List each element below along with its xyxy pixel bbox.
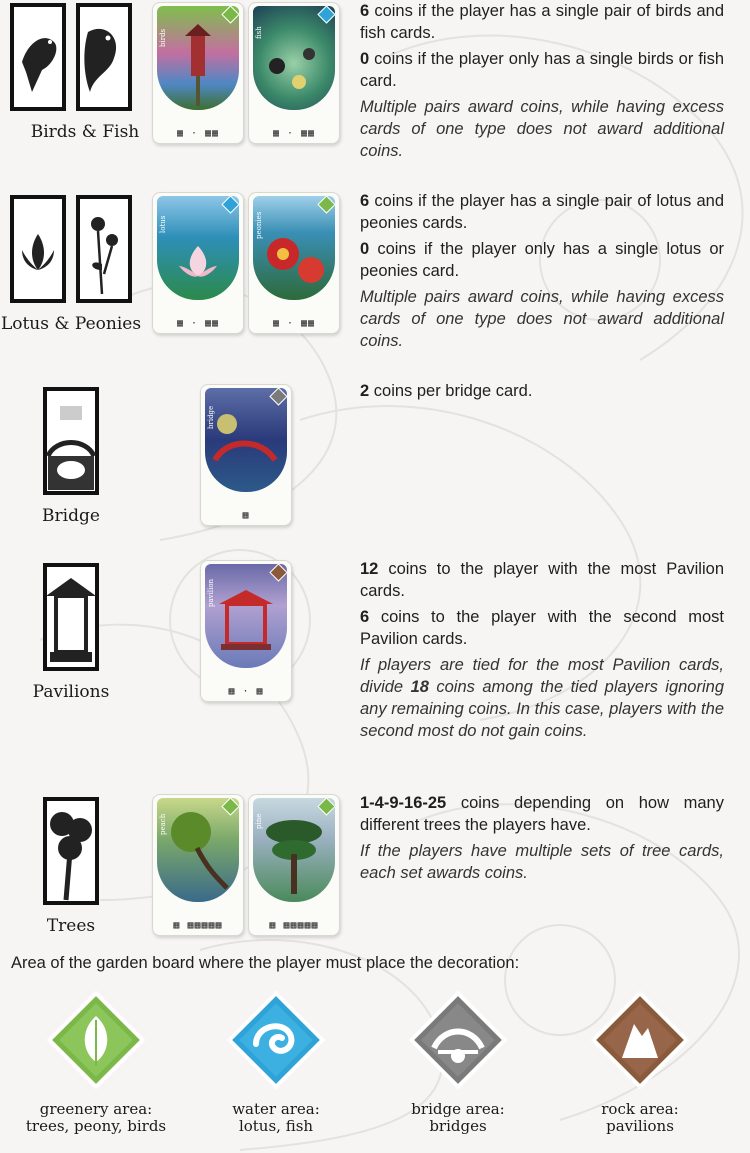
note-value: 18 [410, 678, 429, 696]
bird-fish-icon [10, 2, 132, 112]
tree-icon [42, 796, 100, 906]
fish-card [248, 2, 340, 144]
category-label: Pavilions [32, 682, 110, 702]
note-text: coins among the tied players ignoring any remaining coins. In this case, players with the second most do not gain coins. [360, 678, 724, 740]
lotus-peony-icon [10, 194, 132, 304]
card-name: pavilion [207, 578, 215, 607]
rock-icon [590, 990, 690, 1090]
card-name: lotus [159, 215, 167, 233]
birds-card [152, 2, 244, 144]
score-value: 2 [360, 382, 370, 400]
card-name: birds [159, 28, 167, 47]
card-name: bridge [207, 405, 215, 429]
area-items: bridges [429, 1117, 487, 1135]
area-name: rock area: [601, 1100, 679, 1118]
card-footer: ▦ · ▦▦ [176, 128, 220, 139]
score-desc: coins per bridge card. [369, 382, 533, 400]
card-footer: ▦ [242, 510, 250, 521]
category-label: Birds & Fish [30, 122, 140, 142]
score-value: 6 [360, 2, 370, 20]
score-desc: coins if the player has a single pair of lotus and peonies cards. [360, 192, 724, 232]
area-name: greenery area: [39, 1100, 153, 1118]
scoring-text [360, 792, 724, 888]
score-desc: coins if the player only has a single birds or fish card. [360, 50, 724, 90]
area-name: water area: [232, 1100, 320, 1118]
score-value: 0 [360, 240, 370, 258]
score-value: 0 [360, 50, 370, 68]
card-footer: ▦ · ▦▦ [272, 128, 316, 139]
bridge-icon [42, 386, 100, 496]
scoring-text [360, 0, 724, 166]
area-items: pavilions [606, 1117, 674, 1135]
score-desc: coins to the player with the second most Pavilion cards. [360, 608, 724, 648]
peach-tree-card [152, 794, 244, 936]
score-desc: coins if the player has a single pair of birds and fish cards. [360, 2, 724, 42]
category-label: Trees [46, 916, 96, 936]
category-label: Bridge [42, 506, 100, 526]
score-desc: coins if the player only has a single lotus or peonies card. [360, 240, 724, 280]
score-value: 6 [360, 608, 370, 626]
peonies-card [248, 192, 340, 334]
card-name: fish [255, 26, 263, 39]
score-desc: coins depending on how many different trees the players have. [360, 794, 724, 834]
score-desc: coins to the player with the most Pavilion cards. [360, 560, 724, 600]
card-footer: ▦ ▦▦▦▦▦ [173, 920, 223, 931]
card-name: peach [159, 813, 167, 835]
score-note: Multiple pairs award coins, while having excess cards of one type does not award additional coins. [360, 288, 724, 350]
card-name: pine [255, 813, 263, 829]
score-value: 6 [360, 192, 370, 210]
scoring-text [360, 380, 724, 406]
bridge-card [200, 384, 292, 526]
card-name: peonies [255, 211, 263, 239]
score-note: Multiple pairs award coins, while having excess cards of one type does not award additional coins. [360, 98, 724, 160]
water-swirl-icon [226, 990, 326, 1090]
area-items: lotus, fish [238, 1117, 314, 1135]
pavilion-card [200, 560, 292, 702]
note-text: If players are tied for the most Pavilion cards, divide [360, 656, 724, 696]
card-footer: ▦ · ▦▦ [272, 318, 316, 329]
scoring-text [360, 558, 724, 746]
area-title: Area of the garden board where the player must place the decoration: [11, 954, 520, 972]
score-note: If the players have multiple sets of tree cards, each set awards coins. [360, 842, 724, 882]
water-area [196, 990, 356, 1135]
score-value: 12 [360, 560, 379, 578]
scoring-text [360, 190, 724, 356]
leaf-icon [46, 990, 146, 1090]
category-label: Lotus & Peonies [0, 314, 142, 334]
score-value: 1-4-9-16-25 [360, 794, 447, 812]
pavilion-icon [42, 562, 100, 672]
greenery-area [16, 990, 176, 1135]
score-note [360, 654, 724, 742]
rock-area [560, 990, 720, 1135]
bridge-area-icon [408, 990, 508, 1090]
pine-tree-card [248, 794, 340, 936]
card-footer: ▦ · ▦ [228, 686, 264, 697]
card-footer: ▦ ▦▦▦▦▦ [269, 920, 319, 931]
lotus-card [152, 192, 244, 334]
card-footer: ▦ · ▦▦ [176, 318, 220, 329]
area-name: bridge area: [411, 1100, 505, 1118]
area-items: trees, peony, birds [25, 1117, 167, 1135]
bridge-area [378, 990, 538, 1135]
